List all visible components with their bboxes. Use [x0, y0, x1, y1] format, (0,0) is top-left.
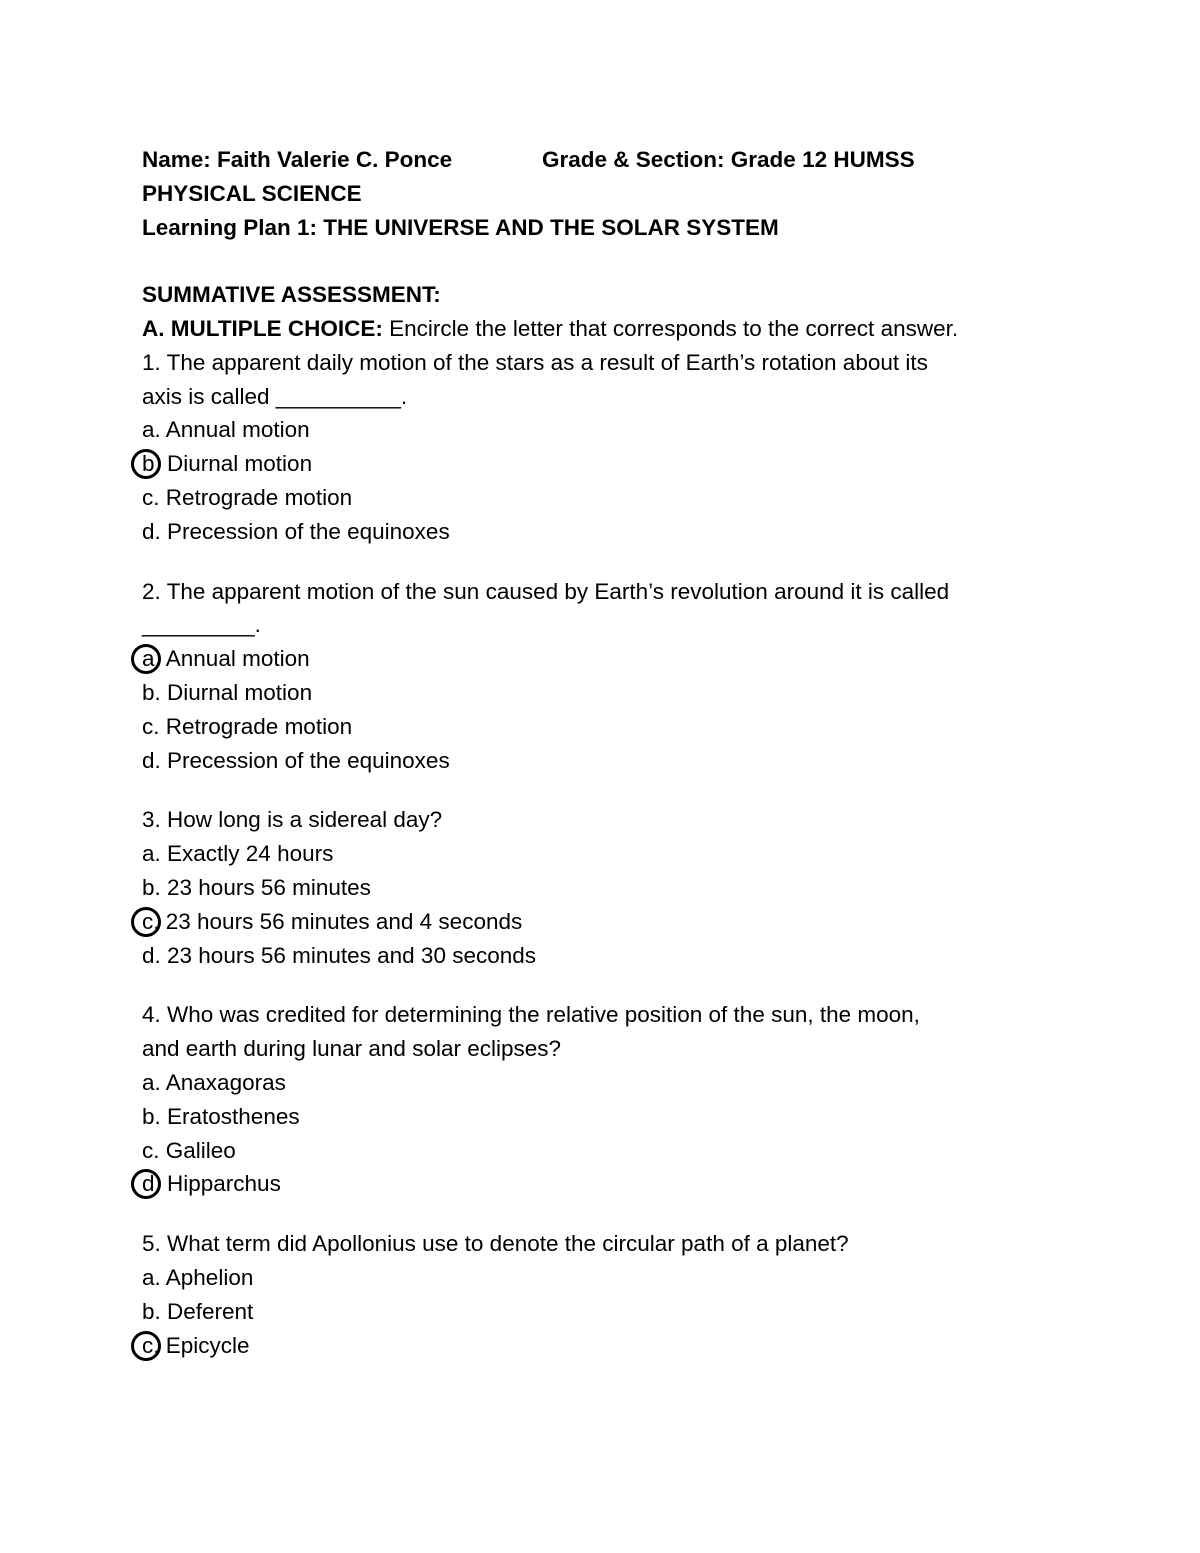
question-4 — [142, 998, 1142, 1201]
option-b: b. Eratosthenes — [142, 1103, 300, 1129]
header-row — [142, 143, 1142, 177]
option-b: b. Deferent — [142, 1298, 254, 1324]
option-a: a. Annual motion — [142, 417, 310, 443]
option-b: b. Diurnal motion — [142, 679, 313, 705]
option-c: c. Retrograde motion — [142, 484, 353, 510]
question-text: 5. What term did Apollonius use to denote the circular path of a planet? — [142, 1231, 849, 1257]
document-page — [142, 143, 1142, 1362]
option-a: a. Aphelion — [142, 1264, 254, 1290]
question-text: 3. How long is a sidereal day? — [142, 807, 443, 833]
instruction-line — [142, 312, 1142, 346]
option-d: d. 23 hours 56 minutes and 30 seconds — [142, 942, 537, 968]
question-text-cont: and earth during lunar and solar eclipses? — [142, 1036, 562, 1062]
student-name: Name: Faith Valerie C. Ponce — [142, 147, 453, 172]
option-d: d. Precession of the equinoxes — [142, 518, 450, 544]
question-text-cont: _________. — [142, 612, 261, 638]
option-c: c. Epicycle — [142, 1329, 1142, 1363]
option-a: a. Anaxagoras — [142, 1069, 286, 1095]
option-c: c. 23 hours 56 minutes and 4 seconds — [142, 905, 1142, 939]
grade-section: Grade & Section: Grade 12 HUMSS — [542, 147, 915, 172]
subject-title: PHYSICAL SCIENCE — [142, 180, 362, 206]
question-1 — [142, 346, 1142, 549]
learning-plan-title: Learning Plan 1: THE UNIVERSE AND THE SOLAR SYSTEM — [142, 214, 779, 240]
question-3 — [142, 803, 1142, 972]
option-b: b. 23 hours 56 minutes — [142, 874, 371, 900]
option-d: d. Precession of the equinoxes — [142, 747, 450, 773]
option-a: a. Annual motion — [142, 642, 1142, 676]
option-c: c. Retrograde motion — [142, 713, 353, 739]
instruction-text: Encircle the letter that corresponds to the correct answer. — [382, 315, 959, 341]
question-text-cont: axis is called __________. — [142, 383, 408, 409]
question-5 — [142, 1227, 1142, 1362]
option-b: b. Diurnal motion — [142, 447, 1142, 481]
assessment-title: SUMMATIVE ASSESSMENT: — [142, 282, 441, 308]
question-text: 4. Who was credited for determining the relative position of the sun, the moon, — [142, 1002, 920, 1028]
question-2 — [142, 575, 1142, 778]
option-c: c. Galileo — [142, 1137, 236, 1163]
question-text: 2. The apparent motion of the sun caused by Earth’s revolution around it is called — [142, 578, 950, 604]
option-a: a. Exactly 24 hours — [142, 841, 334, 867]
section-label: A. MULTIPLE CHOICE: — [142, 315, 383, 341]
question-text: 1. The apparent daily motion of the stars as a result of Earth’s rotation about its — [142, 349, 928, 375]
option-d: d. Hipparchus — [142, 1167, 1142, 1201]
